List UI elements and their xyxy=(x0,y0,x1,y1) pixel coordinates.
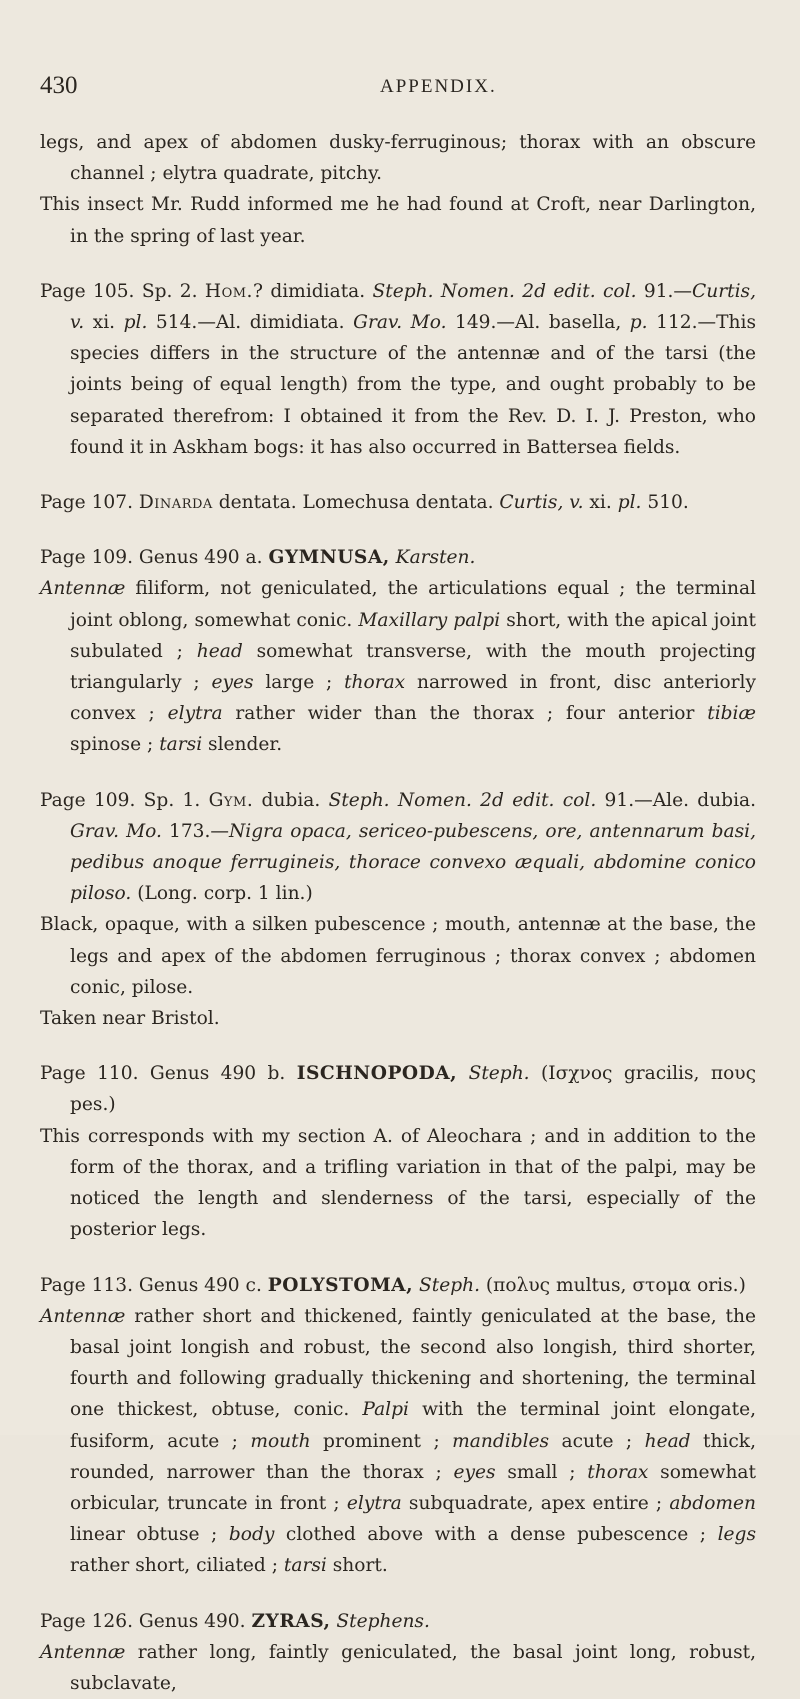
italic-text: Steph. xyxy=(468,1063,530,1085)
text-run: Hom. xyxy=(204,280,253,302)
text-run: acute ; xyxy=(549,1430,645,1452)
text-run: ? dimidiata. xyxy=(252,280,373,302)
italic-text: Antennæ xyxy=(40,1305,126,1327)
text-run: large ; xyxy=(253,672,345,694)
italic-text: Grav. Mo. xyxy=(70,820,162,842)
text-run: Black, opaque, with a silken pubescence ; mouth, antennæ at the base, the legs and apex of the abdomen ferruginous ; thorax convex ; abdomen conic, pilose. xyxy=(40,914,756,998)
italic-text: eyes xyxy=(453,1461,496,1483)
paragraph-p2 xyxy=(40,189,756,251)
text-run: rather wider than the thorax ; four anterior xyxy=(222,703,708,725)
text-run: dentata. Lomechusa dentata. xyxy=(212,492,500,514)
text-run: legs, and apex of abdomen dusky-ferruginous; thorax with an obscure channel ; elytra quadrate, pitchy. xyxy=(40,132,756,185)
text-run xyxy=(457,1063,468,1084)
text-run: This corresponds with my section A. of Aleochara ; and in addition to the form of the thorax, and a trifling variation in that of the palpi, may be noticed the length and slenderness of the tarsi, especially of the posterior legs. xyxy=(40,1125,756,1241)
italic-text: Curtis, v. xyxy=(70,280,756,334)
italic-text: pl. xyxy=(617,492,642,514)
text-run: (Ισχνος gracilis, πους pes.) xyxy=(70,1063,756,1116)
text-run: (Long. corp. 1 lin.) xyxy=(131,883,313,905)
text-run: rather long, faintly geniculated, the basal joint long, robust, subclavate, xyxy=(70,1641,756,1694)
text-run: (πολυς multus, στομα oris.) xyxy=(480,1274,746,1296)
text-run: Page 110. Genus 490 b. xyxy=(40,1063,297,1085)
paragraph-p6 xyxy=(40,573,756,760)
text-run: xi. xyxy=(84,312,124,334)
italic-text: thorax xyxy=(587,1461,649,1483)
paragraph-p10 xyxy=(40,1058,756,1120)
italic-text: mouth xyxy=(250,1430,311,1452)
text-run: Page 107. xyxy=(40,492,139,514)
paragraph-gap xyxy=(40,463,756,487)
text-run: short, with the apical joint subulated ; xyxy=(70,609,757,662)
italic-text: eyes xyxy=(211,672,254,694)
text-run: 514.—Al. dimidiata. xyxy=(147,312,354,334)
italic-text: Antennæ xyxy=(40,1641,126,1663)
italic-text: Stephens. xyxy=(336,1610,430,1632)
paragraph-p3 xyxy=(40,276,756,463)
italic-text: Steph. xyxy=(419,1274,481,1296)
text-run: prominent ; xyxy=(310,1430,453,1452)
text-run: Gym. xyxy=(208,789,254,811)
text-run: Page 126. Genus 490. xyxy=(40,1610,252,1632)
text-run: 510. xyxy=(641,492,689,514)
italic-text: thorax xyxy=(344,672,406,694)
text-run: filiform, not geniculated, the articulations equal ; the terminal joint oblong, somewhat conic. xyxy=(70,578,756,631)
text-run: somewhat transverse, with the mouth projecting triangularly ; xyxy=(70,640,756,694)
text-run: Taken near Bristol. xyxy=(40,1008,220,1030)
italic-text: tarsi xyxy=(283,1555,327,1577)
text-run: 173.— xyxy=(161,820,230,842)
paragraph-p11 xyxy=(40,1121,756,1246)
paragraph-gap xyxy=(40,1246,756,1270)
text-run: 91.—Ale. dubia. xyxy=(596,789,757,811)
italic-text: Antennæ xyxy=(40,578,126,600)
genus-name: ZYRAS, xyxy=(251,1610,331,1632)
text-run: 112.—This species differs in the structure of the antennæ and of the tarsi (the joints being of equal length) from the type, and ought probably to be separated therefrom: I obtained it from the Rev. D. I. J. Preston, who found it in Askham bogs: it has also occurred in Battersea fields. xyxy=(70,312,756,458)
italic-text: head xyxy=(644,1430,691,1452)
paragraph-p9 xyxy=(40,1003,756,1034)
text-run: Page 113. Genus 490 c. xyxy=(40,1274,268,1296)
running-title: APPENDIX. xyxy=(380,76,497,97)
text-run: somewhat orbicular, truncate in front ; xyxy=(70,1461,756,1514)
genus-name: ISCHNOPODA, xyxy=(296,1063,458,1085)
paragraph-gap xyxy=(40,761,756,785)
paragraph-p1 xyxy=(40,127,756,189)
italic-text: Grav. Mo. xyxy=(353,312,447,334)
text-run: clothed above with a dense pubescence ; xyxy=(274,1524,718,1546)
italic-text: Palpi xyxy=(362,1399,409,1421)
page-body xyxy=(40,127,756,1699)
genus-name: POLYSTOMA, xyxy=(267,1274,414,1296)
text-run: xi. xyxy=(583,492,618,514)
text-run: dubia. xyxy=(253,789,329,811)
text-run: narrowed in front, disc anteriorly convex ; xyxy=(70,672,756,725)
italic-text: Karsten. xyxy=(395,547,476,569)
paragraph-p5 xyxy=(40,542,756,573)
text-run: subquadrate, apex entire ; xyxy=(401,1492,670,1514)
paragraph-p13 xyxy=(40,1301,756,1582)
text-run: rather short, ciliated ; xyxy=(70,1555,284,1577)
text-run: linear obtuse ; xyxy=(70,1524,229,1546)
paragraph-p14 xyxy=(40,1606,756,1637)
text-run: spinose ; xyxy=(70,734,160,756)
text-run: rather short and thickened, faintly geniculated at the base, the basal joint longish and robust, the second also longish, third shorter, fourth and following gradually thickening and shortening, the terminal one thickest, obtuse, conic. xyxy=(70,1305,756,1421)
paragraph-gap xyxy=(40,518,756,542)
paragraph-gap xyxy=(40,1034,756,1058)
text-run: with the terminal joint elongate, fusiform, acute ; xyxy=(70,1399,757,1452)
paragraph-p8 xyxy=(40,909,756,1003)
paragraph-p4 xyxy=(40,487,756,518)
text-run: Dinarda xyxy=(138,492,213,514)
text-run: 91.— xyxy=(636,280,693,302)
page-header xyxy=(40,72,760,102)
italic-text: elytra xyxy=(346,1492,402,1514)
italic-text: p. xyxy=(629,312,648,334)
text-run: thick, rounded, narrower than the thorax ; xyxy=(70,1430,756,1483)
italic-text: legs xyxy=(717,1524,756,1546)
text-run: 149.—Al. basella, xyxy=(446,312,630,334)
italic-text: abdomen xyxy=(669,1492,757,1514)
paragraph-p15 xyxy=(40,1637,756,1699)
text-run: Page 109. Sp. 1. xyxy=(40,789,209,811)
italic-text: pl. xyxy=(123,312,148,334)
page-number: 430 xyxy=(40,72,78,99)
text-run: This insect Mr. Rudd informed me he had found at Croft, near Darlington, in the spring of last year. xyxy=(40,194,756,247)
italic-text: Maxillary palpi xyxy=(358,609,501,631)
text-run: slender. xyxy=(202,734,283,756)
paragraph-gap xyxy=(40,1582,756,1606)
italic-text: tarsi xyxy=(159,734,203,756)
paragraph-p12 xyxy=(40,1270,756,1301)
italic-text: Nigra opaca, sericeo-pubescens, ore, antennarum basi, pedibus anoque ferrugineis, thorace convexo æquali, abdomine conico piloso. xyxy=(70,820,756,905)
italic-text: Steph. Nomen. 2d edit. col. xyxy=(372,280,637,302)
text-run: short. xyxy=(326,1555,388,1577)
italic-text: body xyxy=(228,1524,275,1546)
paragraph-gap xyxy=(40,252,756,276)
italic-text: Curtis, v. xyxy=(499,492,584,514)
italic-text: tibiæ xyxy=(707,703,756,725)
paragraph-p7 xyxy=(40,785,756,910)
italic-text: head xyxy=(196,640,243,662)
text-run: small ; xyxy=(495,1461,588,1483)
text-run: Page 109. Genus 490 a. xyxy=(40,547,269,569)
italic-text: mandibles xyxy=(452,1430,550,1452)
text-run: Page 105. Sp. 2. xyxy=(40,280,205,302)
italic-text: elytra xyxy=(167,703,223,725)
genus-name: GYMNUSA, xyxy=(268,547,390,569)
italic-text: Steph. Nomen. 2d edit. col. xyxy=(328,789,597,811)
